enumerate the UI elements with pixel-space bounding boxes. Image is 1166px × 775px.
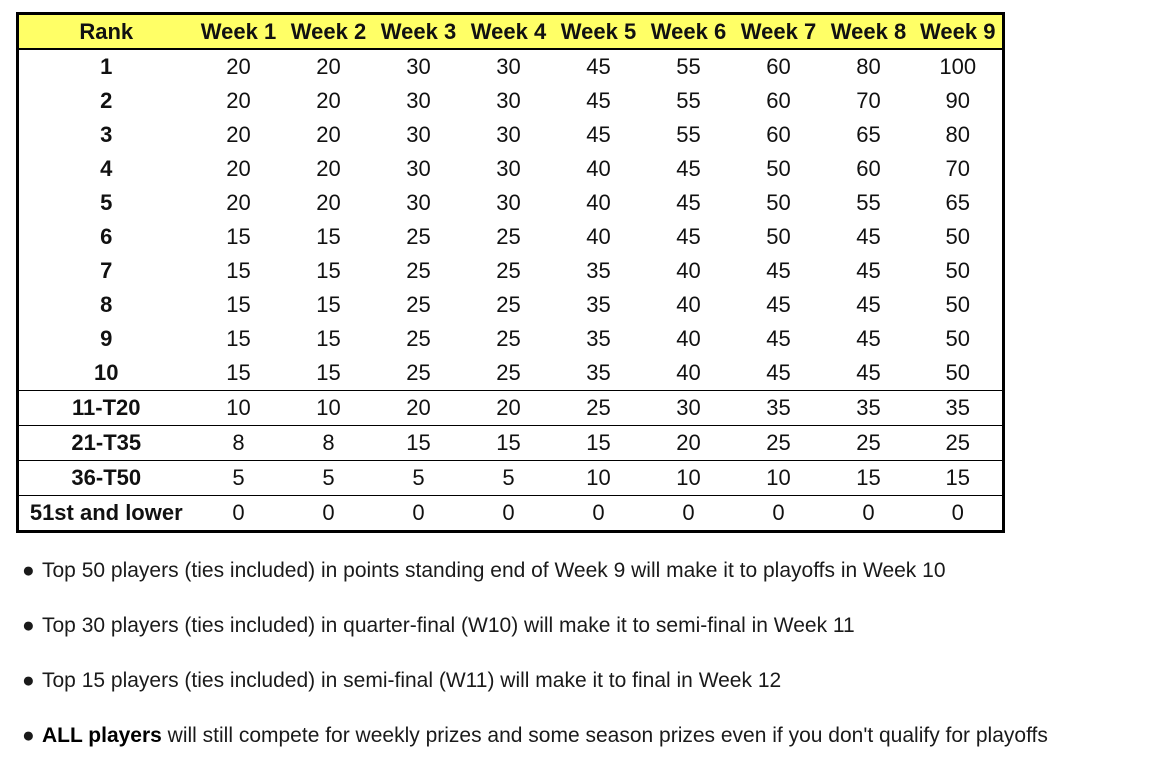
rank-cell: 2 xyxy=(100,88,113,113)
points-cell: 25 xyxy=(406,292,431,317)
points-cell: 0 xyxy=(644,496,734,532)
points-cell: 0 xyxy=(194,496,284,532)
points-cell: 10 xyxy=(284,391,374,426)
points-cell: 70 xyxy=(856,88,881,113)
table-row xyxy=(18,356,1004,391)
points-cell: 50 xyxy=(766,190,791,215)
points-cell: 50 xyxy=(945,326,970,351)
points-cell: 25 xyxy=(406,326,431,351)
points-cell: 8 xyxy=(194,426,284,461)
points-cell: 30 xyxy=(496,88,521,113)
points-cell: 50 xyxy=(766,156,791,181)
table-row xyxy=(18,322,1004,356)
points-cell: 0 xyxy=(554,496,644,532)
header-week-7: Week 7 xyxy=(734,14,824,50)
points-cell: 25 xyxy=(734,426,824,461)
points-cell: 5 xyxy=(284,461,374,496)
table-row xyxy=(18,152,1004,186)
points-cell: 40 xyxy=(586,224,611,249)
points-cell: 60 xyxy=(766,54,791,79)
bullet-icon: ● xyxy=(22,724,35,747)
points-cell: 90 xyxy=(945,88,970,113)
points-cell: 10 xyxy=(554,461,644,496)
rank-cell: 7 xyxy=(100,258,113,283)
points-cell: 45 xyxy=(766,326,791,351)
points-cell: 45 xyxy=(586,122,611,147)
points-cell: 0 xyxy=(464,496,554,532)
points-cell: 40 xyxy=(676,292,701,317)
points-cell: 20 xyxy=(226,156,251,181)
header-week-9: Week 9 xyxy=(914,14,1004,50)
points-cell: 25 xyxy=(406,360,431,385)
points-cell: 30 xyxy=(496,122,521,147)
rank-cell: 4 xyxy=(100,156,113,181)
table-body xyxy=(18,49,1004,532)
points-cell: 30 xyxy=(406,156,431,181)
points-cell: 45 xyxy=(856,326,881,351)
points-cell: 35 xyxy=(586,360,611,385)
points-cell: 30 xyxy=(406,88,431,113)
points-cell: 65 xyxy=(945,190,970,215)
note-item xyxy=(22,610,1048,665)
points-cell: 20 xyxy=(464,391,554,426)
table-row xyxy=(18,254,1004,288)
points-cell: 20 xyxy=(226,190,251,215)
points-cell: 10 xyxy=(194,391,284,426)
points-cell: 15 xyxy=(226,258,251,283)
points-cell: 5 xyxy=(194,461,284,496)
points-cell: 8 xyxy=(284,426,374,461)
rank-cell: 3 xyxy=(100,122,113,147)
points-cell: 30 xyxy=(406,54,431,79)
points-cell: 30 xyxy=(406,122,431,147)
points-cell: 60 xyxy=(856,156,881,181)
rank-cell: 36-T50 xyxy=(18,461,194,496)
rank-cell: 10 xyxy=(94,360,119,385)
table-row xyxy=(18,461,1004,496)
points-cell: 20 xyxy=(226,122,251,147)
points-cell: 20 xyxy=(644,426,734,461)
points-cell: 10 xyxy=(644,461,734,496)
header-week-3: Week 3 xyxy=(374,14,464,50)
points-cell: 35 xyxy=(586,326,611,351)
points-cell: 25 xyxy=(554,391,644,426)
points-cell: 10 xyxy=(734,461,824,496)
points-cell: 20 xyxy=(316,156,341,181)
points-cell: 5 xyxy=(464,461,554,496)
points-cell: 15 xyxy=(316,258,341,283)
points-cell: 30 xyxy=(496,190,521,215)
points-cell: 20 xyxy=(316,190,341,215)
table-row xyxy=(18,186,1004,220)
note-emphasis: ALL players xyxy=(42,724,162,747)
table-row xyxy=(18,391,1004,426)
header-rank: Rank xyxy=(18,14,194,50)
points-cell: 20 xyxy=(316,122,341,147)
table-row xyxy=(18,496,1004,532)
header-week-1: Week 1 xyxy=(194,14,284,50)
points-cell: 55 xyxy=(676,122,701,147)
points-cell: 15 xyxy=(226,292,251,317)
points-cell: 20 xyxy=(316,88,341,113)
points-cell: 5 xyxy=(374,461,464,496)
points-cell: 55 xyxy=(856,190,881,215)
points-cell: 65 xyxy=(856,122,881,147)
points-cell: 15 xyxy=(464,426,554,461)
points-cell: 50 xyxy=(945,292,970,317)
points-cell: 45 xyxy=(766,360,791,385)
points-cell: 45 xyxy=(676,156,701,181)
points-cell: 45 xyxy=(856,224,881,249)
points-cell: 55 xyxy=(676,54,701,79)
header-week-4: Week 4 xyxy=(464,14,554,50)
points-cell: 50 xyxy=(766,224,791,249)
rank-cell: 51st and lower xyxy=(18,496,194,532)
points-table xyxy=(16,12,1005,533)
bullet-icon: ● xyxy=(22,669,35,692)
rank-cell: 1 xyxy=(100,54,113,79)
points-cell: 25 xyxy=(496,224,521,249)
points-cell: 40 xyxy=(586,190,611,215)
points-cell: 45 xyxy=(856,360,881,385)
points-cell: 15 xyxy=(914,461,1004,496)
table-row xyxy=(18,118,1004,152)
points-cell: 50 xyxy=(945,258,970,283)
points-cell: 0 xyxy=(284,496,374,532)
bullet-icon: ● xyxy=(22,614,35,637)
points-cell: 0 xyxy=(824,496,914,532)
points-cell: 0 xyxy=(734,496,824,532)
note-text: Top 15 players (ties included) in semi-final (W11) will make it to final in Week 12 xyxy=(42,669,782,692)
points-cell: 35 xyxy=(586,258,611,283)
points-cell: 15 xyxy=(316,326,341,351)
rank-cell: 21-T35 xyxy=(18,426,194,461)
points-cell: 15 xyxy=(226,224,251,249)
points-cell: 40 xyxy=(676,360,701,385)
points-cell: 45 xyxy=(586,88,611,113)
points-cell: 35 xyxy=(914,391,1004,426)
bullet-icon: ● xyxy=(22,559,35,582)
header-week-6: Week 6 xyxy=(644,14,734,50)
table-row xyxy=(18,426,1004,461)
points-cell: 0 xyxy=(374,496,464,532)
rank-cell: 8 xyxy=(100,292,113,317)
points-cell: 25 xyxy=(496,258,521,283)
rank-cell: 9 xyxy=(100,326,113,351)
points-cell: 15 xyxy=(316,292,341,317)
points-cell: 35 xyxy=(734,391,824,426)
note-item xyxy=(22,665,1048,720)
points-cell: 25 xyxy=(496,326,521,351)
points-cell: 25 xyxy=(824,426,914,461)
points-cell: 45 xyxy=(856,292,881,317)
points-cell: 80 xyxy=(856,54,881,79)
points-cell: 45 xyxy=(586,54,611,79)
points-cell: 20 xyxy=(226,88,251,113)
rank-cell: 11-T20 xyxy=(18,391,194,426)
points-cell: 40 xyxy=(586,156,611,181)
notes-list xyxy=(22,555,1048,775)
header-week-5: Week 5 xyxy=(554,14,644,50)
points-cell: 20 xyxy=(374,391,464,426)
points-cell: 60 xyxy=(766,122,791,147)
points-cell: 15 xyxy=(226,326,251,351)
points-cell: 25 xyxy=(914,426,1004,461)
points-cell: 15 xyxy=(226,360,251,385)
points-cell: 15 xyxy=(374,426,464,461)
points-cell: 50 xyxy=(945,360,970,385)
points-cell: 25 xyxy=(406,224,431,249)
points-cell: 15 xyxy=(824,461,914,496)
points-cell: 15 xyxy=(316,360,341,385)
points-cell: 15 xyxy=(554,426,644,461)
points-cell: 30 xyxy=(496,54,521,79)
points-cell: 40 xyxy=(676,258,701,283)
rank-cell: 6 xyxy=(100,224,113,249)
header-week-8: Week 8 xyxy=(824,14,914,50)
note-item xyxy=(22,555,1048,610)
points-cell: 70 xyxy=(945,156,970,181)
points-cell: 100 xyxy=(939,54,977,79)
points-cell: 45 xyxy=(766,292,791,317)
header-week-2: Week 2 xyxy=(284,14,374,50)
table-row xyxy=(18,220,1004,254)
points-cell: 30 xyxy=(406,190,431,215)
points-cell: 45 xyxy=(766,258,791,283)
points-cell: 45 xyxy=(676,190,701,215)
points-cell: 25 xyxy=(496,360,521,385)
note-item xyxy=(22,720,1048,775)
points-cell: 40 xyxy=(676,326,701,351)
points-cell: 25 xyxy=(406,258,431,283)
table-row xyxy=(18,288,1004,322)
table-row xyxy=(18,84,1004,118)
points-cell: 80 xyxy=(945,122,970,147)
points-cell: 50 xyxy=(945,224,970,249)
points-cell: 25 xyxy=(496,292,521,317)
points-cell: 20 xyxy=(226,54,251,79)
points-cell: 30 xyxy=(644,391,734,426)
points-cell: 35 xyxy=(824,391,914,426)
points-cell: 0 xyxy=(914,496,1004,532)
rank-cell: 5 xyxy=(100,190,113,215)
note-text: will still compete for weekly prizes and some season prizes even if you don't qualify for playoffs xyxy=(161,724,1048,747)
note-text: Top 50 players (ties included) in points standing end of Week 9 will make it to playoffs in Week 10 xyxy=(42,559,946,582)
table-row xyxy=(18,49,1004,84)
points-cell: 35 xyxy=(586,292,611,317)
points-cell: 45 xyxy=(676,224,701,249)
note-text: Top 30 players (ties included) in quarter-final (W10) will make it to semi-final in Week 11 xyxy=(42,614,855,637)
table-header-row xyxy=(18,14,1004,50)
points-cell: 20 xyxy=(316,54,341,79)
points-cell: 45 xyxy=(856,258,881,283)
points-cell: 55 xyxy=(676,88,701,113)
points-cell: 15 xyxy=(316,224,341,249)
points-cell: 30 xyxy=(496,156,521,181)
points-cell: 60 xyxy=(766,88,791,113)
